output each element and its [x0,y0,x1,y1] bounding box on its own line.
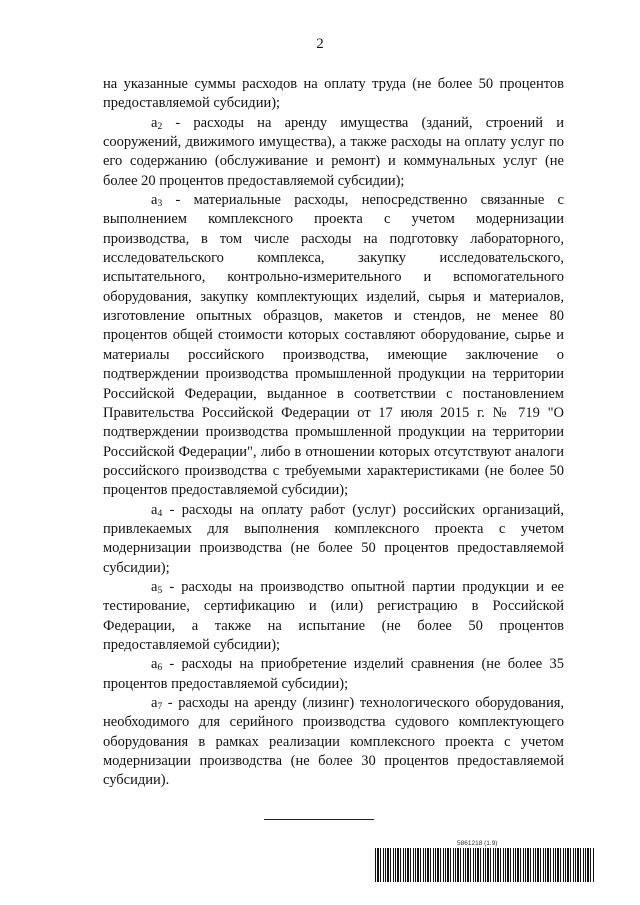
paragraph-text: - материальные расходы, непосредственно связанные с выполнением комплексного проекта с учетом модернизации производства, в том числе расходы на подготовку лабораторного, исследовательского комплекса, закупку исследовательского, испытательного, контрольно-измерительного и вспомогательного оборудования, закупку комплектующих изделий, сырья и материалов, изготовление опытных образцов, макетов и стендов, не менее 80 процентов общей стоимости которых составляют оборудование, сырье и материалы российского производства, имеющие заключение о подтверждении производства промышленной продукции на территории Российской Федерации, выданное в соответствии с постановлением Правительства Российской Федерации от 17 июля 2015 г. № 719 "О подтверждении производства промышленной продукции на территории Российской Федерации", либо в отношении которых отсутствуют аналоги российского производства с требуемыми характеристиками (не более 50 процентов предоставляемой субсидии); [103,192,564,499]
paragraph-text: - расходы на аренду (лизинг) технологического оборудования, необходимого для серийного производства судового комплектующего оборудования в рамках реализации комплексного проекта с учетом модернизации производства (не более 30 процентов предоставляемой субсидии). [103,695,564,789]
item-label: а [151,192,158,209]
paragraph-a5 [103,578,564,655]
page-number: 2 [316,36,324,52]
item-label: а [151,656,158,673]
paragraph-text: - расходы на приобретение изделий сравнения (не более 35 процентов предоставляемой субсидии); [103,656,564,692]
item-subscript: 5 [157,585,163,596]
barcode [375,848,595,882]
item-subscript: 2 [157,121,163,132]
paragraph-a7 [103,694,564,791]
item-label: а [151,501,158,518]
item-label: а [151,114,158,131]
item-subscript: 4 [157,508,163,519]
item-subscript: 7 [157,702,163,712]
paragraph-text: - расходы на производство опытной партии продукции и ее тестирование, сертификацию и (или) регистрацию в Российской Федерации, а также на испытание (не более 50 процентов предоставляемой субсидии); [103,578,564,653]
paragraph-text: - расходы на аренду имущества (зданий, строений и сооружений, движимого имущества), а также расходы на оплату услуг по его содержанию (обслуживание и ремонт) и коммунальных услуг (не более 20 процентов предоставляемой субсидии); [103,114,564,189]
paragraph-a2 [103,114,564,191]
paragraph-text: на указанные суммы расходов на оплату труда (не более 50 процентов предоставляемой субсидии); [103,76,564,112]
paragraph-continuation [103,75,564,114]
item-label: а [151,695,158,711]
paragraph-a3 [103,191,564,501]
item-label: а [151,578,158,595]
paragraph-text: - расходы на оплату работ (услуг) российских организаций, привлекаемых для выполнения комплексного проекта с учетом модернизации производства (не более 50 процентов предоставляемой субсидии); [103,501,564,576]
document-body [103,75,564,791]
paragraph-a4 [103,501,564,578]
document-code: 5861218 (1.9) [457,840,498,847]
paragraph-a6 [103,655,564,694]
end-rule [264,819,374,820]
item-subscript: 3 [157,199,163,210]
item-subscript: 6 [157,663,163,674]
